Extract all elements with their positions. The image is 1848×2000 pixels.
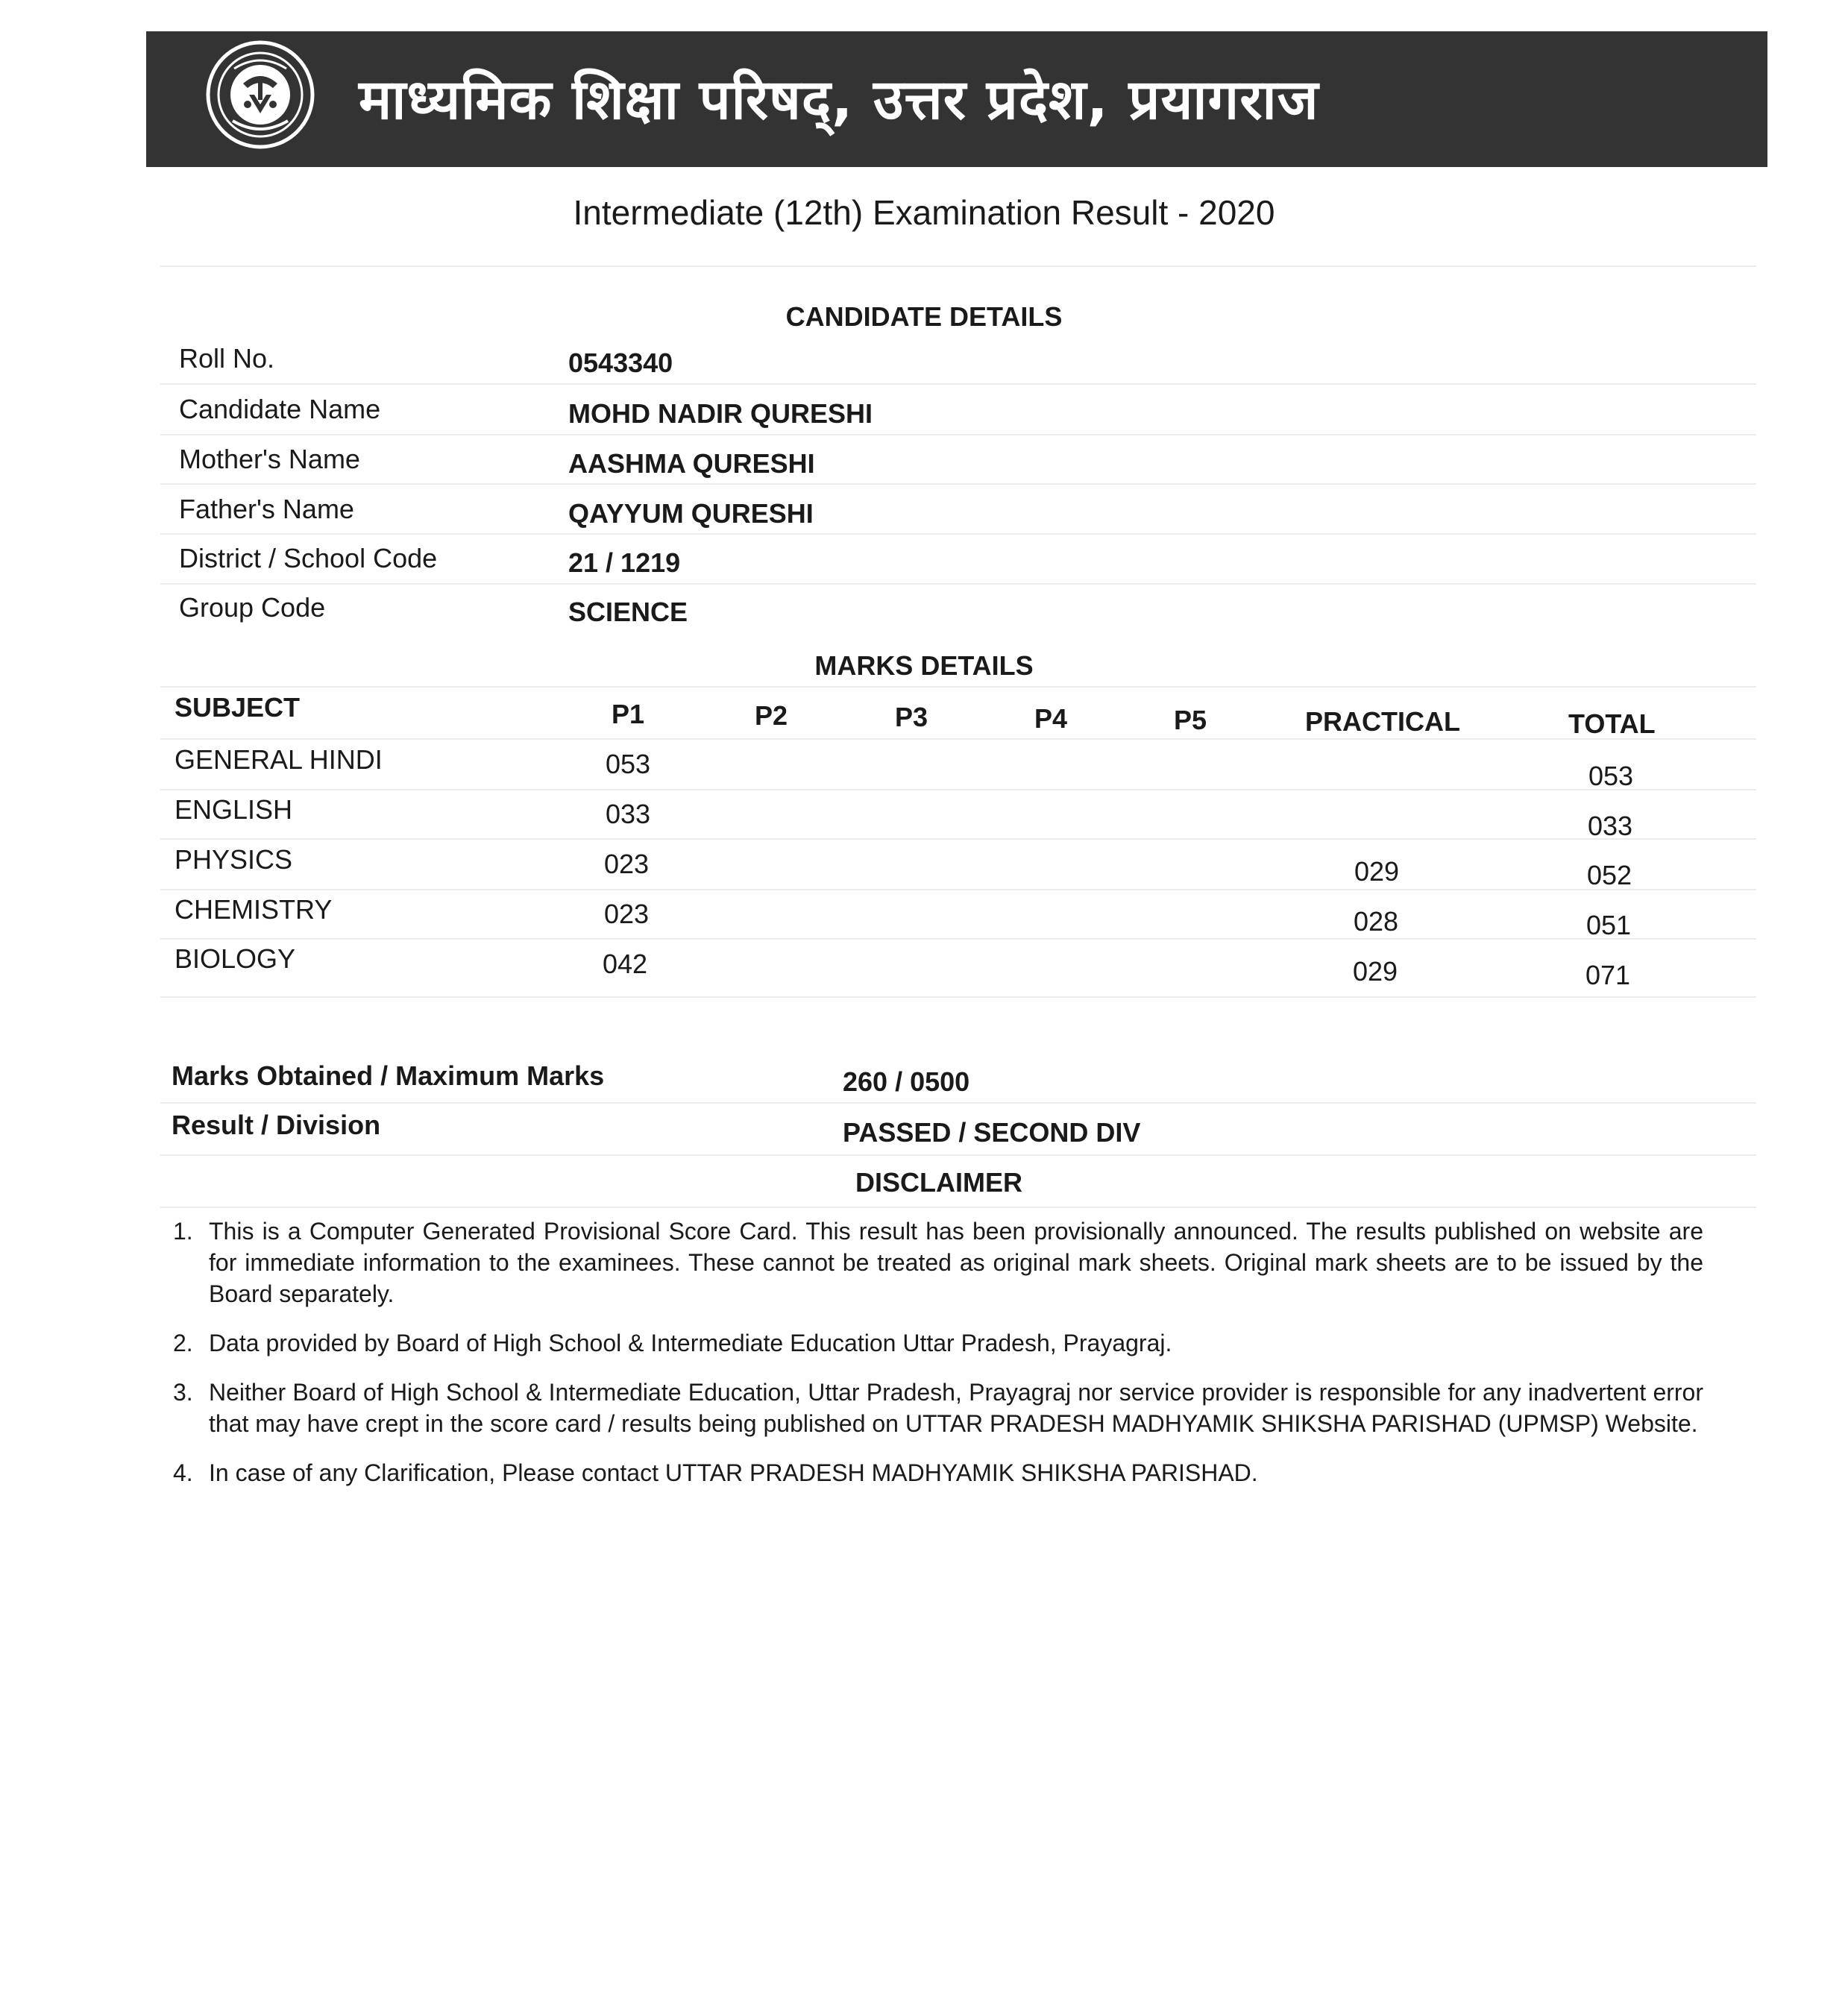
column-header-practical: PRACTICAL bbox=[1305, 706, 1460, 737]
practical-cell: 028 bbox=[1354, 906, 1399, 937]
board-title: माध्यमिक शिक्षा परिषद्, उत्तर प्रदेश, प्रयागराज bbox=[359, 68, 1319, 132]
list-item-number: 4. bbox=[173, 1459, 193, 1486]
header-banner bbox=[146, 31, 1767, 167]
district-school-code-label: District / School Code bbox=[179, 543, 438, 573]
divider bbox=[160, 1102, 1756, 1104]
father-name-value: QAYYUM QURESHI bbox=[568, 498, 814, 529]
roll-no-value: 0543340 bbox=[568, 348, 673, 378]
disclaimer-list bbox=[173, 1216, 1703, 1506]
subject-cell: BIOLOGY bbox=[175, 943, 296, 974]
total-cell: 053 bbox=[1588, 761, 1634, 791]
roll-no-label: Roll No. bbox=[179, 343, 275, 374]
subject-cell: GENERAL HINDI bbox=[175, 744, 383, 775]
divider bbox=[160, 789, 1756, 790]
result-division-label: Result / Division bbox=[172, 1110, 381, 1140]
list-item bbox=[173, 1457, 1703, 1488]
list-item-number: 1. bbox=[173, 1218, 193, 1245]
practical-cell: 029 bbox=[1353, 956, 1398, 987]
column-header-p4: P4 bbox=[1034, 703, 1068, 734]
divider bbox=[160, 686, 1756, 688]
p1-cell: 033 bbox=[606, 799, 651, 829]
marks-obtained-value: 260 / 0500 bbox=[843, 1066, 970, 1097]
column-header-subject: SUBJECT bbox=[175, 692, 301, 723]
column-header-total: TOTAL bbox=[1568, 708, 1656, 739]
subject-cell: CHEMISTRY bbox=[175, 894, 333, 925]
list-item-text: This is a Computer Generated Provisional Score Card. This result has been provisionally announced. The results published on website are for immediate information to the examinees. These cannot be treated as original mark sheets. Original mark sheets are to be issued by the Board separately. bbox=[209, 1218, 1703, 1307]
divider bbox=[160, 1154, 1756, 1156]
column-header-p1: P1 bbox=[612, 699, 645, 729]
divider bbox=[160, 583, 1756, 585]
up-state-emblem-icon bbox=[204, 39, 316, 151]
divider bbox=[160, 383, 1756, 385]
group-code-label: Group Code bbox=[179, 592, 326, 623]
total-cell: 051 bbox=[1586, 910, 1632, 940]
p1-cell: 053 bbox=[606, 749, 651, 779]
mother-name-label: Mother's Name bbox=[179, 444, 360, 474]
list-item bbox=[173, 1327, 1703, 1359]
father-name-label: Father's Name bbox=[179, 494, 354, 524]
p1-cell: 023 bbox=[604, 849, 650, 879]
divider bbox=[160, 938, 1756, 940]
marks-obtained-label: Marks Obtained / Maximum Marks bbox=[172, 1060, 605, 1091]
p1-cell: 023 bbox=[604, 899, 650, 929]
candidate-name-label: Candidate Name bbox=[179, 394, 381, 424]
group-code-value: SCIENCE bbox=[568, 597, 688, 627]
list-item-text: Data provided by Board of High School & Intermediate Education Uttar Pradesh, Prayagraj. bbox=[209, 1330, 1172, 1356]
column-header-p5: P5 bbox=[1174, 705, 1207, 735]
total-cell: 052 bbox=[1587, 860, 1632, 890]
list-item-text: In case of any Clarification, Please contact UTTAR PRADESH MADHYAMIK SHIKSHA PARISHAD. bbox=[209, 1459, 1258, 1486]
list-item-number: 2. bbox=[173, 1330, 193, 1356]
mother-name-value: AASHMA QURESHI bbox=[568, 448, 815, 479]
divider bbox=[160, 889, 1756, 890]
disclaimer-heading: DISCLAIMER bbox=[855, 1167, 1022, 1198]
column-header-p3: P3 bbox=[895, 702, 928, 732]
divider bbox=[160, 1207, 1756, 1208]
divider bbox=[160, 434, 1756, 435]
candidate-details-heading: CANDIDATE DETAILS bbox=[785, 301, 1063, 332]
list-item bbox=[173, 1216, 1703, 1309]
divider bbox=[160, 265, 1756, 267]
divider bbox=[160, 838, 1756, 840]
exam-title: Intermediate (12th) Examination Result - 2020 bbox=[573, 193, 1275, 232]
result-division-value: PASSED / SECOND DIV bbox=[843, 1117, 1141, 1148]
practical-cell: 029 bbox=[1354, 856, 1400, 887]
list-item bbox=[173, 1377, 1703, 1439]
p1-cell: 042 bbox=[603, 949, 648, 979]
column-header-p2: P2 bbox=[755, 700, 788, 731]
candidate-name-value: MOHD NADIR QURESHI bbox=[568, 398, 873, 429]
subject-cell: ENGLISH bbox=[175, 794, 293, 825]
list-item-text: Neither Board of High School & Intermediate Education, Uttar Pradesh, Prayagraj nor service provider is responsible for any inadvertent error that may have crept in the score card / results being published on UTTAR PRADESH MADHYAMIK SHIKSHA PARISHAD (UPMSP) Website. bbox=[209, 1379, 1703, 1437]
divider bbox=[160, 738, 1756, 740]
divider bbox=[160, 533, 1756, 535]
list-item-number: 3. bbox=[173, 1379, 193, 1406]
marks-details-heading: MARKS DETAILS bbox=[814, 650, 1034, 681]
district-school-code-value: 21 / 1219 bbox=[568, 547, 681, 578]
divider bbox=[160, 996, 1756, 998]
total-cell: 033 bbox=[1588, 811, 1633, 841]
divider bbox=[160, 483, 1756, 485]
total-cell: 071 bbox=[1585, 960, 1631, 990]
subject-cell: PHYSICS bbox=[175, 844, 293, 875]
